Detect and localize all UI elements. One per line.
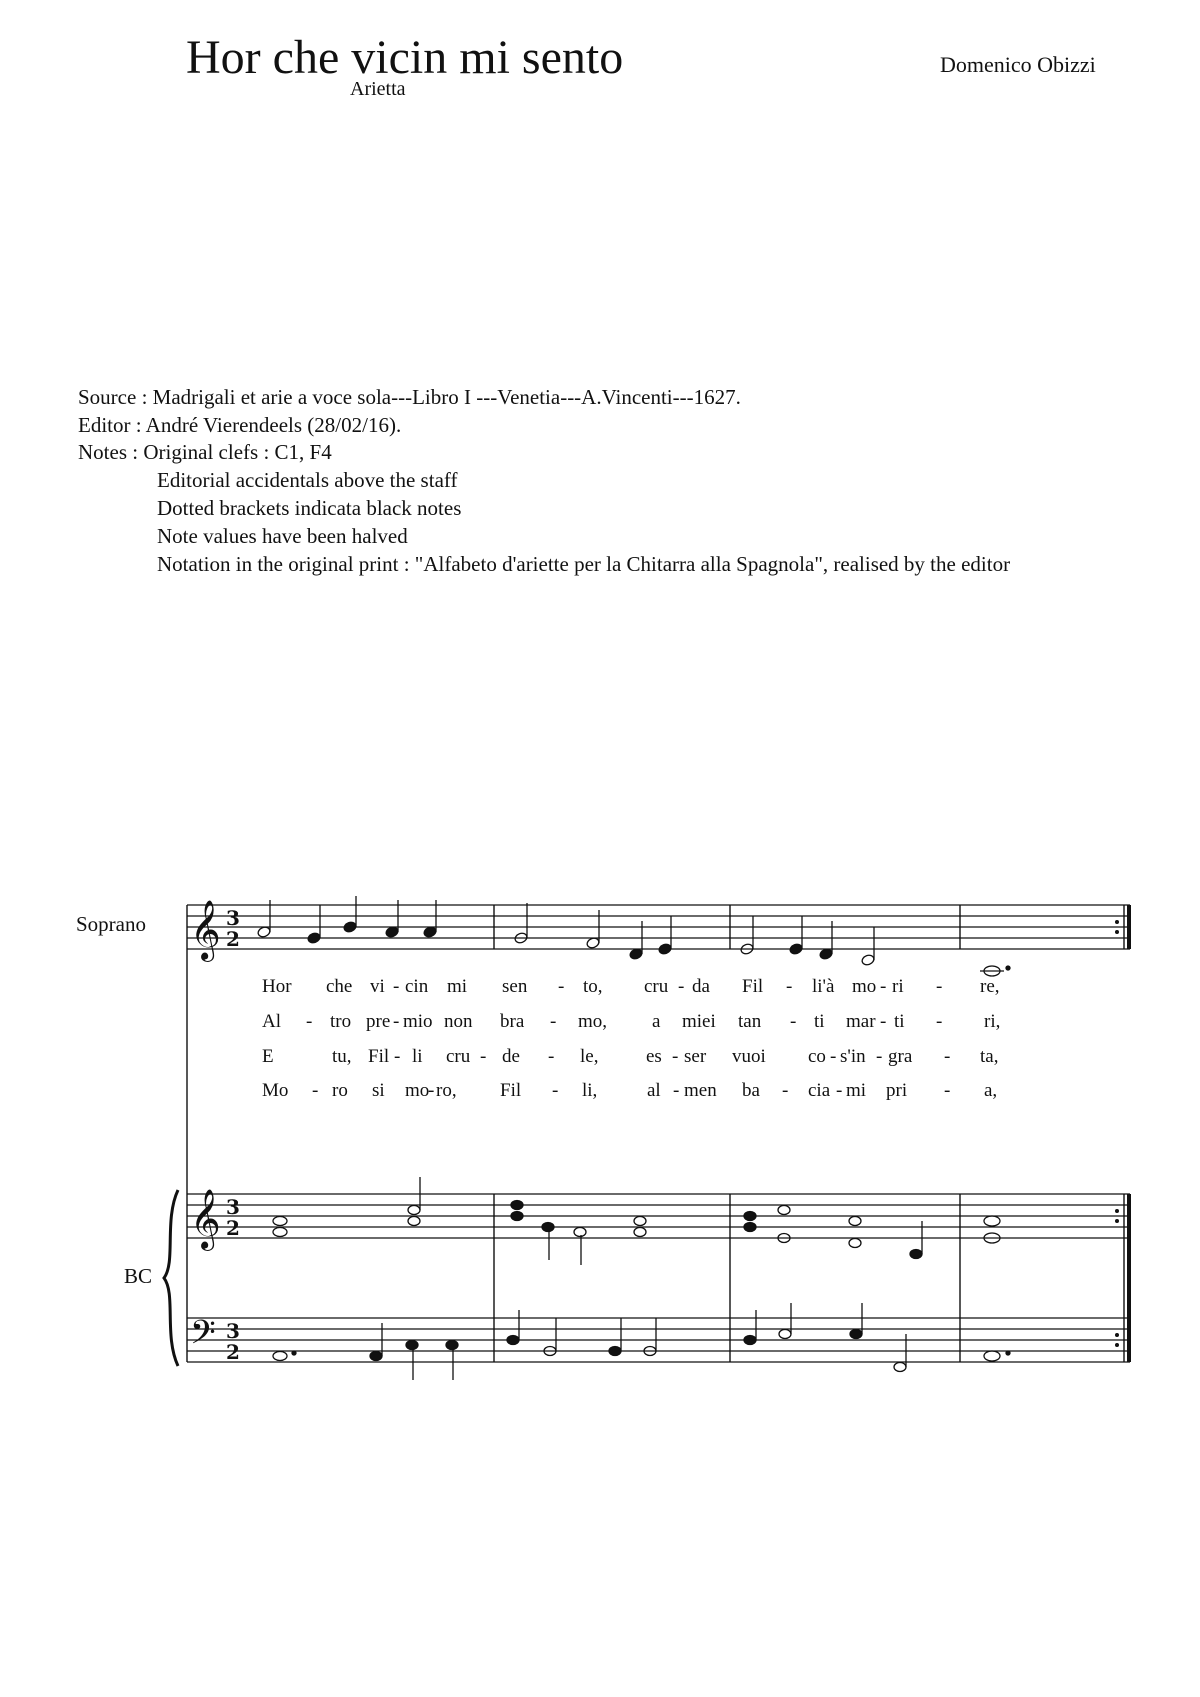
lyric-syllable: - bbox=[944, 1080, 951, 1101]
composer-name: Domenico Obizzi bbox=[940, 52, 1096, 77]
lyric-syllable: mo bbox=[852, 976, 877, 997]
lyric-syllable: li'à bbox=[812, 976, 835, 997]
lyric-syllable: - bbox=[936, 1011, 943, 1032]
lyric-syllable: ti bbox=[894, 1011, 905, 1032]
lyric-syllable: - bbox=[552, 1080, 559, 1101]
lyric-syllable: re, bbox=[980, 976, 1000, 997]
lyric-syllable: non bbox=[444, 1011, 473, 1032]
lyric-syllable: - bbox=[786, 976, 793, 997]
lyric-syllable: mi bbox=[846, 1080, 867, 1101]
barlines bbox=[187, 905, 1124, 1362]
svg-text:2: 2 bbox=[226, 1340, 240, 1364]
lyric-syllable: - bbox=[550, 1011, 557, 1032]
lyric-syllable: bra bbox=[500, 1011, 525, 1032]
lyric-syllable: pre bbox=[366, 1011, 391, 1032]
lyric-syllable: ti bbox=[814, 1011, 825, 1032]
lyric-syllable: Fil bbox=[500, 1080, 522, 1101]
svg-text:3: 3 bbox=[226, 1195, 240, 1219]
note-line: Notation in the original print : "Alfabeto d'ariette per la Chitarra alla Spagnola", realised by the editor bbox=[157, 552, 1011, 576]
lyric-syllable: - bbox=[673, 1080, 680, 1101]
lyric-syllable: mo bbox=[405, 1080, 430, 1101]
lyric-syllable: tan bbox=[738, 1011, 762, 1032]
lyric-syllable: tro bbox=[330, 1011, 352, 1032]
treble-clef-icon: 𝄞 bbox=[190, 1189, 221, 1249]
lyric-syllable: li, bbox=[582, 1080, 598, 1101]
lyric-syllable: - bbox=[936, 976, 943, 997]
lyric-syllable: - bbox=[393, 1011, 400, 1032]
lyric-syllable: - bbox=[836, 1080, 843, 1101]
lyric-syllable: Mo bbox=[262, 1080, 289, 1101]
lyric-syllable: - bbox=[312, 1080, 319, 1101]
note-line: Editorial accidentals above the staff bbox=[157, 468, 458, 492]
lyric-syllable: Hor bbox=[262, 976, 292, 997]
lyric-syllable: da bbox=[692, 976, 710, 997]
lyric-syllable: vuoi bbox=[732, 1046, 766, 1067]
lyric-syllable: - bbox=[876, 1046, 883, 1067]
lyric-syllable: sen bbox=[502, 976, 528, 997]
lyric-syllable: ri bbox=[892, 976, 904, 997]
note-line: Note values have been halved bbox=[157, 524, 408, 548]
lyric-syllable: cru bbox=[644, 976, 669, 997]
treble-clef-icon: 𝄞 bbox=[190, 900, 221, 960]
lyric-syllable: Al bbox=[262, 1011, 281, 1032]
bc-bass-staff bbox=[187, 1318, 1130, 1362]
lyric-syllable: - bbox=[558, 976, 565, 997]
lyric-syllable: - bbox=[880, 976, 887, 997]
lyric-syllable: cia bbox=[808, 1080, 831, 1101]
lyric-syllable: ro bbox=[332, 1080, 348, 1101]
svg-text:3: 3 bbox=[226, 1319, 240, 1343]
final-barlines bbox=[1115, 905, 1131, 1362]
lyric-syllable: - bbox=[790, 1011, 797, 1032]
lyric-syllable: li bbox=[412, 1046, 423, 1067]
time-signatures bbox=[226, 906, 240, 1364]
score-title: Hor che vicin mi sento bbox=[186, 31, 624, 84]
lyric-syllable: Fil bbox=[368, 1046, 390, 1067]
lyric-syllable: - bbox=[393, 976, 400, 997]
lyric-syllable: miei bbox=[682, 1011, 716, 1032]
notes-label: Notes : Original clefs : C1, F4 bbox=[78, 440, 332, 464]
lyric-syllable: co bbox=[808, 1046, 826, 1067]
bc-treble-notes bbox=[273, 1177, 1000, 1265]
lyric-syllable: a bbox=[652, 1011, 661, 1032]
lyric-syllable: ta, bbox=[980, 1046, 999, 1067]
lyric-syllable: men bbox=[684, 1080, 717, 1101]
bc-label: BC bbox=[124, 1264, 153, 1288]
lyric-syllable: a, bbox=[984, 1080, 998, 1101]
lyric-syllable: gra bbox=[888, 1046, 913, 1067]
lyric-syllable: cru bbox=[446, 1046, 471, 1067]
lyric-syllable: - bbox=[480, 1046, 487, 1067]
score-subtitle: Arietta bbox=[350, 78, 406, 100]
soprano-notes bbox=[257, 896, 1010, 976]
lyric-syllable: - bbox=[672, 1046, 679, 1067]
lyric-syllable: che bbox=[326, 976, 353, 997]
lyric-syllable: mi bbox=[447, 976, 468, 997]
lyric-syllable: - bbox=[306, 1011, 313, 1032]
lyric-syllable: es bbox=[646, 1046, 662, 1067]
soprano-label: Soprano bbox=[76, 912, 146, 936]
lyric-syllable: si bbox=[372, 1080, 385, 1101]
lyric-syllable: - bbox=[428, 1080, 435, 1101]
lyric-syllable: le, bbox=[580, 1046, 599, 1067]
lyric-syllable: - bbox=[830, 1046, 837, 1067]
lyric-syllable: tu, bbox=[332, 1046, 352, 1067]
note-line: Dotted brackets indicata black notes bbox=[157, 496, 462, 520]
lyric-syllable: - bbox=[678, 976, 685, 997]
svg-text:3: 3 bbox=[226, 906, 240, 930]
lyric-syllable: ba bbox=[742, 1080, 760, 1101]
soprano-staff bbox=[187, 905, 1130, 949]
bc-bass-notes bbox=[273, 1303, 1010, 1380]
lyric-syllable: de bbox=[502, 1046, 520, 1067]
bass-clef-icon: 𝄢 bbox=[190, 1314, 216, 1360]
lyric-syllable: E bbox=[262, 1046, 274, 1067]
lyric-syllable: - bbox=[880, 1011, 887, 1032]
svg-text:2: 2 bbox=[226, 927, 240, 951]
lyric-syllable: al bbox=[647, 1080, 661, 1101]
lyric-syllable: ro, bbox=[436, 1080, 457, 1101]
lyric-syllable: ser bbox=[684, 1046, 707, 1067]
lyric-syllable: - bbox=[782, 1080, 789, 1101]
lyric-syllable: mio bbox=[403, 1011, 433, 1032]
brace bbox=[164, 1190, 178, 1366]
lyric-syllable: to, bbox=[583, 976, 603, 997]
lyric-syllable: - bbox=[548, 1046, 555, 1067]
lyric-syllable: mo, bbox=[578, 1011, 608, 1032]
editor-note: Editor : André Vierendeels (28/02/16). bbox=[78, 413, 402, 437]
svg-text:2: 2 bbox=[226, 1216, 240, 1240]
lyric-syllable: Fil bbox=[742, 976, 764, 997]
lyric-syllable: vi bbox=[370, 976, 385, 997]
lyric-syllable: mar bbox=[846, 1011, 876, 1032]
lyric-syllable: ri, bbox=[984, 1011, 1001, 1032]
lyric-syllable: - bbox=[394, 1046, 401, 1067]
lyric-syllable: cin bbox=[405, 976, 429, 997]
lyric-syllable: - bbox=[944, 1046, 951, 1067]
lyric-syllable: s'in bbox=[840, 1046, 866, 1067]
lyric-syllable: pri bbox=[886, 1080, 908, 1101]
source-note: Source : Madrigali et arie a voce sola---Libro I ---Venetia---A.Vincenti---1627. bbox=[78, 385, 741, 409]
